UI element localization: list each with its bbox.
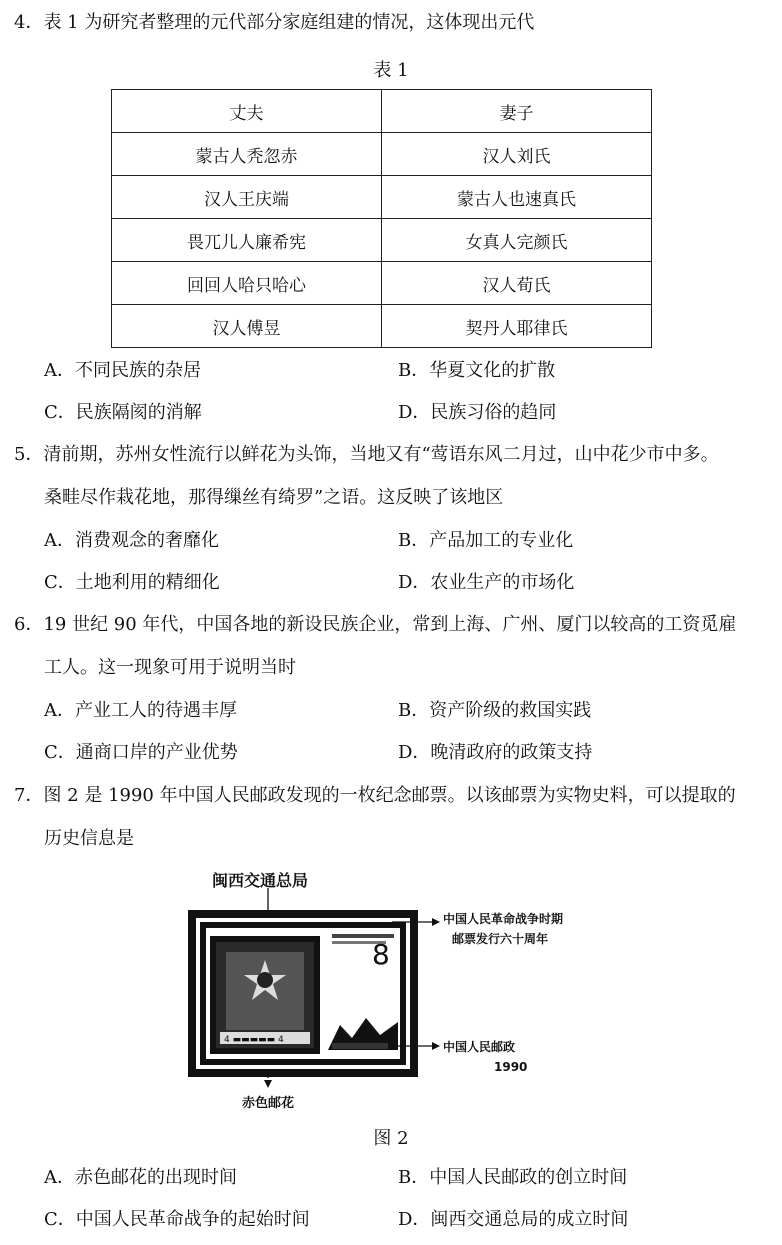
figure-label-period: 中国人民革命战争时期 (443, 912, 564, 926)
header-husband: 丈夫 (112, 90, 382, 133)
figure-caption: 图 2 (373, 1128, 409, 1149)
figure-top-label: 闽西交通总局 (212, 871, 309, 890)
figure-bottom-label: 赤色邮花 (242, 1096, 295, 1111)
marriage-table (111, 89, 652, 348)
q5-option-b[interactable]: B．产品加工的专业化 (398, 530, 574, 551)
figure-label-year: 1990 (494, 1060, 528, 1074)
table-row (112, 305, 652, 348)
q5-stem-line1: 5．清前期，苏州女性流行以鲜花为头饰，当地又有“莺语东风二月过，山中花少市中多。 (14, 444, 719, 465)
table-cell: 畏兀儿人廉希宪 (112, 219, 382, 262)
q6-option-b[interactable]: B．资产阶级的救国实践 (398, 700, 592, 721)
q7-option-b[interactable]: B．中国人民邮政的创立时间 (398, 1167, 628, 1188)
q4-option-c[interactable]: C．民族隔阂的消解 (44, 402, 202, 423)
table-row (112, 219, 652, 262)
table-caption: 表 1 (373, 60, 409, 81)
q5-option-d[interactable]: D．农业生产的市场化 (398, 572, 575, 593)
q6-stem-line2: 工人。这一现象可用于说明当时 (44, 657, 296, 678)
q7-option-c[interactable]: C．中国人民革命战争的起始时间 (44, 1209, 310, 1230)
q7-option-a[interactable]: A．赤色邮花的出现时间 (44, 1167, 237, 1188)
stamp-denomination: 8 (372, 938, 390, 971)
table-cell: 女真人完颜氏 (382, 219, 652, 262)
header-wife: 妻子 (382, 90, 652, 133)
table-cell: 汉人荀氏 (382, 262, 652, 305)
table-cell: 汉人傅昱 (112, 305, 382, 348)
table-cell: 汉人刘氏 (382, 133, 652, 176)
q7-option-d[interactable]: D．闽西交通总局的成立时间 (398, 1209, 629, 1230)
q6-option-a[interactable]: A．产业工人的待遇丰厚 (44, 700, 237, 721)
q6-option-d[interactable]: D．晚清政府的政策支持 (398, 742, 593, 763)
q6-stem-line1: 6．19 世纪 90 年代，中国各地的新设民族企业，常到上海、广州、厦门以较高的工资觅雇 (14, 614, 737, 635)
table-cell: 蒙古人秃忽赤 (112, 133, 382, 176)
stamp-illustration (180, 860, 600, 1120)
table-header-row (112, 90, 652, 133)
table-cell: 契丹人耶律氏 (382, 305, 652, 348)
q7-stem-line1: 7．图 2 是 1990 年中国人民邮政发现的一枚纪念邮票。以该邮票为实物史料，可以提取的 (14, 785, 736, 806)
table-cell: 回回人哈只哈心 (112, 262, 382, 305)
figure-label-anniversary: 邮票发行六十周年 (452, 932, 549, 946)
table-cell: 蒙古人也速真氏 (382, 176, 652, 219)
q4-option-a[interactable]: A．不同民族的杂居 (44, 360, 201, 381)
q4-option-d[interactable]: D．民族习俗的趋同 (398, 402, 557, 423)
table-row (112, 133, 652, 176)
table-row (112, 176, 652, 219)
figure-label-post: 中国人民邮政 (443, 1040, 516, 1054)
q4-stem: 4．表 1 为研究者整理的元代部分家庭组建的情况，这体现出元代 (14, 12, 535, 33)
q5-option-a[interactable]: A．消费观念的奢靡化 (44, 530, 219, 551)
q4-option-b[interactable]: B．华夏文化的扩散 (398, 360, 556, 381)
svg-text:4 ▬▬▬▬▬ 4: 4 ▬▬▬▬▬ 4 (224, 1035, 284, 1045)
q6-option-c[interactable]: C．通商口岸的产业优势 (44, 742, 238, 763)
q5-option-c[interactable]: C．土地利用的精细化 (44, 572, 220, 593)
table-row (112, 262, 652, 305)
stamp-figure (180, 860, 600, 1120)
q5-stem-line2: 桑畦尽作栽花地，那得缫丝有绮罗”之语。这反映了该地区 (44, 487, 504, 508)
table-cell: 汉人王庆端 (112, 176, 382, 219)
q7-stem-line2: 历史信息是 (44, 828, 134, 849)
